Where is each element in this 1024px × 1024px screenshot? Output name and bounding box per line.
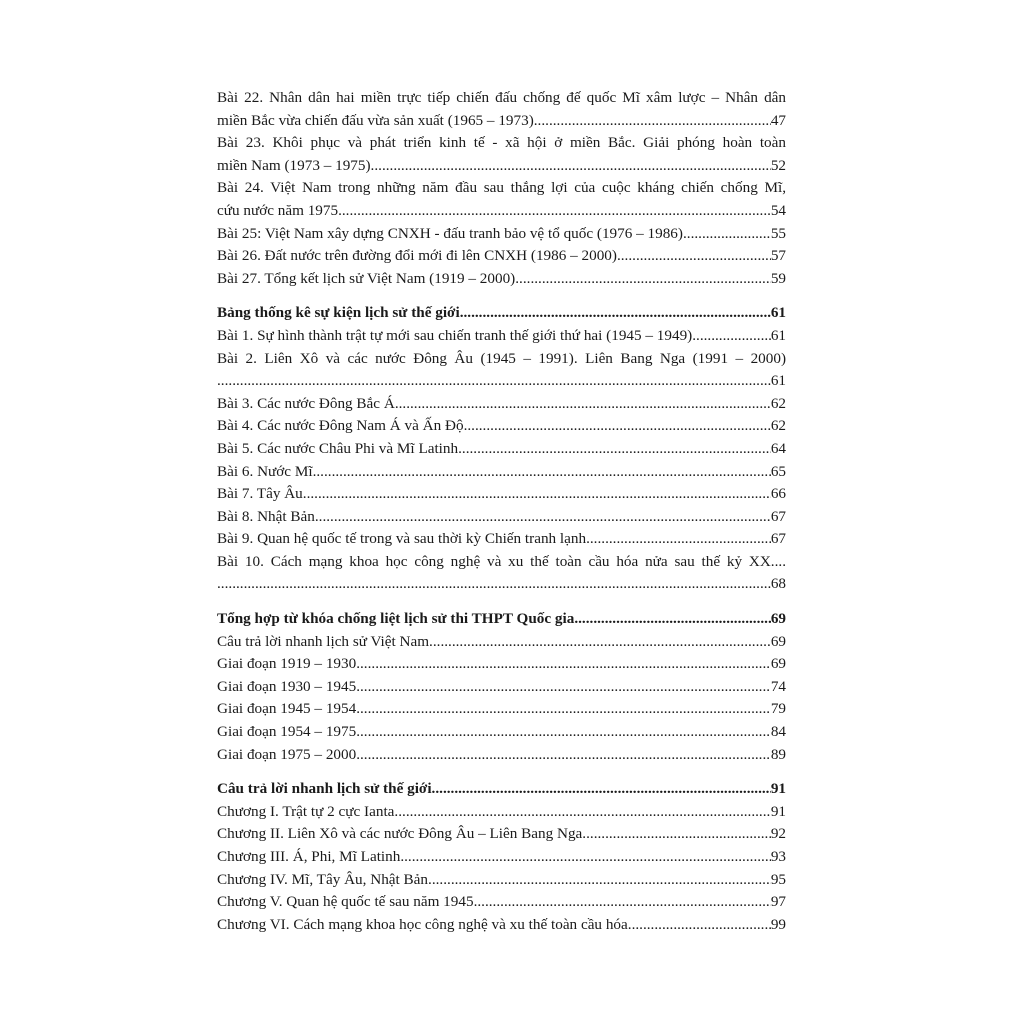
- toc-entry-first-line: Bài 22. Nhân dân hai miền trực tiếp chiến đấu chống đế quốc Mĩ xâm lược – Nhân dân: [217, 89, 786, 106]
- page-number: 52: [770, 156, 786, 174]
- toc-entry: [217, 506, 786, 529]
- toc-entry: [217, 823, 786, 846]
- page-number: 47: [770, 111, 786, 129]
- toc-entry-title: Bài 1. Sự hình thành trật tự mới sau chiến tranh thế giới thứ hai (1945 – 1949): [217, 326, 693, 344]
- toc-entry: [217, 698, 786, 721]
- toc-entry: [217, 348, 786, 393]
- toc-entry: [217, 483, 786, 506]
- dot-leader: [303, 483, 771, 506]
- dot-leader: [356, 653, 771, 676]
- page-number: 62: [770, 417, 786, 435]
- toc-entry: [217, 869, 786, 892]
- toc-entry-title: Bài 7. Tây Âu: [217, 485, 303, 503]
- toc-entry: [217, 528, 786, 551]
- toc-entry: [217, 87, 786, 132]
- toc-entry-title: Chương II. Liên Xô và các nước Đông Âu – Liên Bang Nga: [217, 825, 583, 843]
- toc-entry-title: Chương VI. Cách mạng khoa học công nghệ và xu thế toàn cầu hóa: [217, 915, 628, 933]
- page-number: 67: [770, 530, 786, 548]
- toc-entry-title: miền Bắc vừa chiến đấu vừa sản xuất (1965 – 1973): [217, 111, 534, 129]
- page-number: 97: [770, 893, 786, 911]
- toc-entry: [217, 744, 786, 767]
- dot-leader: [313, 461, 771, 484]
- toc-entry: [217, 891, 786, 914]
- toc-entry-title: Chương I. Trật tự 2 cực Ianta: [217, 802, 395, 820]
- toc-entry-title: Bài 3. Các nước Đông Bắc Á: [217, 394, 395, 412]
- toc-entry: [217, 132, 786, 177]
- dot-leader: [515, 268, 771, 291]
- toc-entry-title: Câu trả lời nhanh lịch sử Việt Nam: [217, 632, 430, 650]
- toc-entry-title: Bài 27. Tổng kết lịch sử Việt Nam (1919 – 2000): [217, 269, 516, 287]
- dot-leader: [356, 676, 771, 699]
- dot-leader: [428, 869, 771, 892]
- page-number: 64: [770, 439, 786, 457]
- page-number: 69: [770, 610, 786, 628]
- toc-entry-title: cứu nước năm 1975: [217, 201, 339, 219]
- toc-entry-first-line: Bài 10. Cách mạng khoa học công nghệ và xu thế toàn cầu hóa nửa sau thế kỷ XX....: [217, 552, 786, 570]
- section-heading: [217, 778, 786, 801]
- toc-entry-title: Bài 6. Nước Mĩ: [217, 462, 313, 480]
- dot-leader: [582, 823, 771, 846]
- toc-entry: [217, 325, 786, 348]
- dot-leader: [315, 506, 771, 529]
- page-number: 55: [770, 224, 786, 242]
- toc-entry: [217, 415, 786, 438]
- toc-entry: [217, 551, 786, 596]
- page-number: 66: [770, 485, 786, 503]
- toc-entry-title: Tổng hợp từ khóa chống liệt lịch sử thi THPT Quốc gia: [217, 610, 575, 628]
- page-number: 62: [770, 394, 786, 412]
- page-number: 69: [770, 632, 786, 650]
- page-number: 91: [770, 780, 786, 798]
- toc-entry: [217, 177, 786, 222]
- dot-leader: [432, 778, 771, 801]
- toc-entry: [217, 438, 786, 461]
- toc-entry-title: Chương III. Á, Phi, Mĩ Latinh: [217, 848, 401, 865]
- toc-entry-title: Chương IV. Mĩ, Tây Âu, Nhật Bản: [217, 870, 429, 888]
- section-heading: [217, 302, 786, 325]
- toc-entry-title: miền Nam (1973 – 1975): [217, 156, 371, 174]
- toc-entry: [217, 245, 786, 268]
- toc-entry: [217, 393, 786, 416]
- toc-entry-title: Bài 26. Đất nước trên đường đổi mới đi lên CNXH (1986 – 2000): [217, 247, 617, 265]
- dot-leader: [464, 415, 771, 438]
- toc-entry-title: Giai đoạn 1919 – 1930: [217, 655, 357, 673]
- toc-entry-title: Bài 4. Các nước Đông Nam Á và Ấn Độ: [217, 417, 464, 435]
- toc-entry-first-line: Bài 2. Liên Xô và các nước Đông Âu (1945 – 1991). Liên Bang Nga (1991 – 2000): [217, 349, 786, 367]
- page-number: 99: [770, 915, 786, 933]
- dot-leader: [617, 245, 771, 268]
- page-number: 61: [770, 304, 786, 322]
- toc-entry-title: Bài 5. Các nước Châu Phi và Mĩ Latinh: [217, 439, 459, 457]
- section-heading: [217, 608, 786, 631]
- page-number: 74: [770, 677, 786, 695]
- page-number: 65: [770, 462, 786, 480]
- dot-leader: [683, 223, 771, 246]
- toc-entry-title: Bảng thống kê sự kiện lịch sử thế giới: [217, 304, 460, 322]
- page-number: 57: [770, 247, 786, 265]
- toc-entry-title: Giai đoạn 1930 – 1945: [217, 677, 357, 695]
- table-of-contents: [217, 87, 786, 936]
- dot-leader: [395, 393, 771, 416]
- page-number: 61: [770, 372, 786, 390]
- toc-entry: [217, 914, 786, 937]
- dot-leader: [400, 846, 770, 869]
- dot-leader: [217, 573, 771, 596]
- toc-entry: [217, 801, 786, 824]
- page-number: 54: [770, 201, 786, 219]
- page-number: 79: [770, 700, 786, 718]
- toc-entry-title: Câu trả lời nhanh lịch sử thế giới: [217, 780, 432, 798]
- toc-entry: [217, 721, 786, 744]
- dot-leader: [692, 325, 771, 348]
- dot-leader: [534, 110, 771, 133]
- dot-leader: [628, 914, 771, 937]
- page-number: 67: [770, 507, 786, 525]
- toc-entry-first-line: Bài 23. Khôi phục và phát triển kinh tế - xã hội ở miền Bắc. Giải phóng hoàn toàn: [217, 134, 786, 152]
- toc-entry-title: Chương V. Quan hệ quốc tế sau năm 1945: [217, 893, 474, 911]
- page-number: 69: [770, 655, 786, 673]
- toc-entry-title: Bài 9. Quan hệ quốc tế trong và sau thời kỳ Chiến tranh lạnh: [217, 530, 587, 548]
- toc-entry: [217, 268, 786, 291]
- dot-leader: [460, 302, 771, 325]
- dot-leader: [574, 608, 770, 631]
- toc-entry-title: Giai đoạn 1975 – 2000: [217, 745, 357, 763]
- dot-leader: [356, 721, 771, 744]
- page-number: 84: [770, 723, 786, 741]
- dot-leader: [371, 155, 771, 178]
- page-number: 89: [770, 745, 786, 763]
- dot-leader: [394, 801, 770, 824]
- dot-leader: [586, 528, 771, 551]
- page-number: 68: [770, 575, 786, 593]
- page-number: 93: [770, 848, 786, 865]
- dot-leader: [429, 631, 771, 654]
- toc-entry: [217, 653, 786, 676]
- toc-entry: [217, 676, 786, 699]
- toc-entry-title: Giai đoạn 1954 – 1975: [217, 723, 357, 741]
- toc-entry: [217, 223, 786, 246]
- dot-leader: [356, 698, 771, 721]
- dot-leader: [338, 200, 771, 223]
- dot-leader: [217, 370, 771, 393]
- toc-entry-first-line: Bài 24. Việt Nam trong những năm đầu sau thắng lợi của cuộc kháng chiến chống Mĩ,: [217, 179, 786, 197]
- page-number: 95: [770, 870, 786, 888]
- page-number: 61: [770, 326, 786, 344]
- page-number: 92: [770, 825, 786, 843]
- toc-entry-title: Giai đoạn 1945 – 1954: [217, 700, 357, 718]
- dot-leader: [458, 438, 771, 461]
- dot-leader: [474, 891, 771, 914]
- toc-entry: [217, 461, 786, 484]
- toc-entry: [217, 631, 786, 654]
- page-number: 91: [770, 802, 786, 820]
- toc-entry-title: Bài 8. Nhật Bản: [217, 507, 315, 525]
- toc-entry: [217, 846, 786, 869]
- page-number: 59: [770, 269, 786, 287]
- toc-entry-title: Bài 25: Việt Nam xây dựng CNXH - đấu tranh bảo vệ tổ quốc (1976 – 1986): [217, 224, 683, 242]
- dot-leader: [356, 744, 771, 767]
